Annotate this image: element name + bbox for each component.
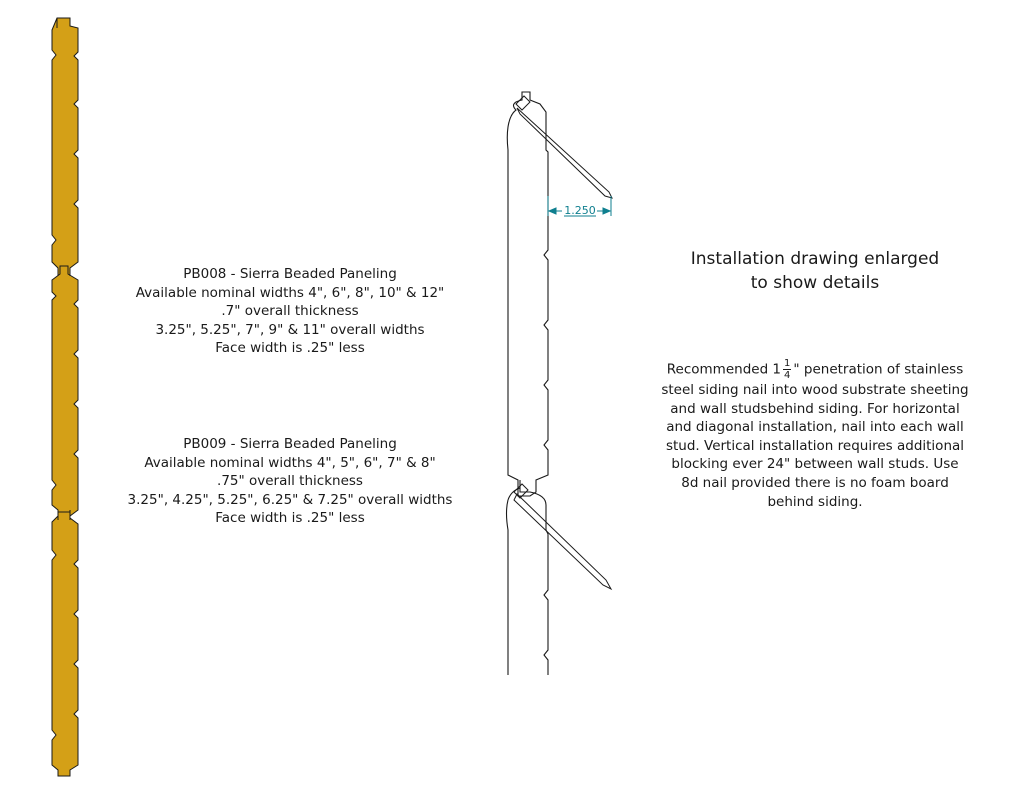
instruction-line: stud. Vertical installation requires additional xyxy=(665,437,965,454)
spec-overall-widths: 3.25", 5.25", 7", 9" & 11" overall widths xyxy=(155,321,425,338)
nail-lower xyxy=(514,494,611,589)
instruction-line: blocking ever 24" between wall studs. Use xyxy=(671,456,959,473)
panel-board-top xyxy=(52,18,78,276)
spec-block-pb009 xyxy=(100,435,480,528)
spec-face-width: Face width is .25" less xyxy=(215,510,365,526)
instruction-line: 8d nail provided there is no foam board xyxy=(681,474,949,491)
note-title-line: to show details xyxy=(750,273,880,293)
nail-upper xyxy=(517,108,612,198)
spec-thickness: .75" overall thickness xyxy=(217,473,363,489)
spec-thickness: .7" overall thickness xyxy=(221,303,359,319)
dimension-label: 1.250 xyxy=(564,204,596,217)
spec-widths: Available nominal widths 4", 6", 8", 10" & 12" xyxy=(135,284,445,301)
fraction-one-quarter xyxy=(783,358,791,381)
panel-board-middle xyxy=(52,266,78,516)
instruction-first-line xyxy=(640,358,990,381)
installation-instructions xyxy=(640,358,990,511)
instruction-suffix: " penetration of stainless xyxy=(793,361,964,378)
note-title-line: Installation drawing enlarged xyxy=(690,249,940,269)
instruction-line: and diagonal installation, nail into each wall xyxy=(666,419,964,436)
panel-board-bottom xyxy=(52,512,78,776)
installation-board-lower xyxy=(507,480,549,675)
installation-board-upper xyxy=(507,92,548,496)
fraction-numerator: 1 xyxy=(784,358,791,369)
paneling-profile-left xyxy=(52,18,78,776)
instruction-line: steel siding nail into wood substrate sheeting xyxy=(661,382,969,398)
spec-face-width: Face width is .25" less xyxy=(215,340,365,356)
spec-title: PB008 - Sierra Beaded Paneling xyxy=(183,266,397,282)
installation-profile xyxy=(507,92,549,675)
siding-nails xyxy=(514,96,612,589)
drawing-note-title xyxy=(640,247,990,295)
spec-widths: Available nominal widths 4", 5", 6", 7" & 8" xyxy=(144,454,436,471)
instruction-line: behind siding. xyxy=(767,493,863,510)
instruction-line: and wall studsbehind siding. For horizontal xyxy=(670,400,960,417)
spec-overall-widths: 3.25", 4.25", 5.25", 6.25" & 7.25" overall widths xyxy=(127,491,453,508)
instruction-prefix: Recommended 1 xyxy=(666,361,782,378)
fraction-denominator: 4 xyxy=(784,370,791,381)
spec-block-pb008 xyxy=(100,265,480,358)
spec-title: PB009 - Sierra Beaded Paneling xyxy=(183,436,397,452)
